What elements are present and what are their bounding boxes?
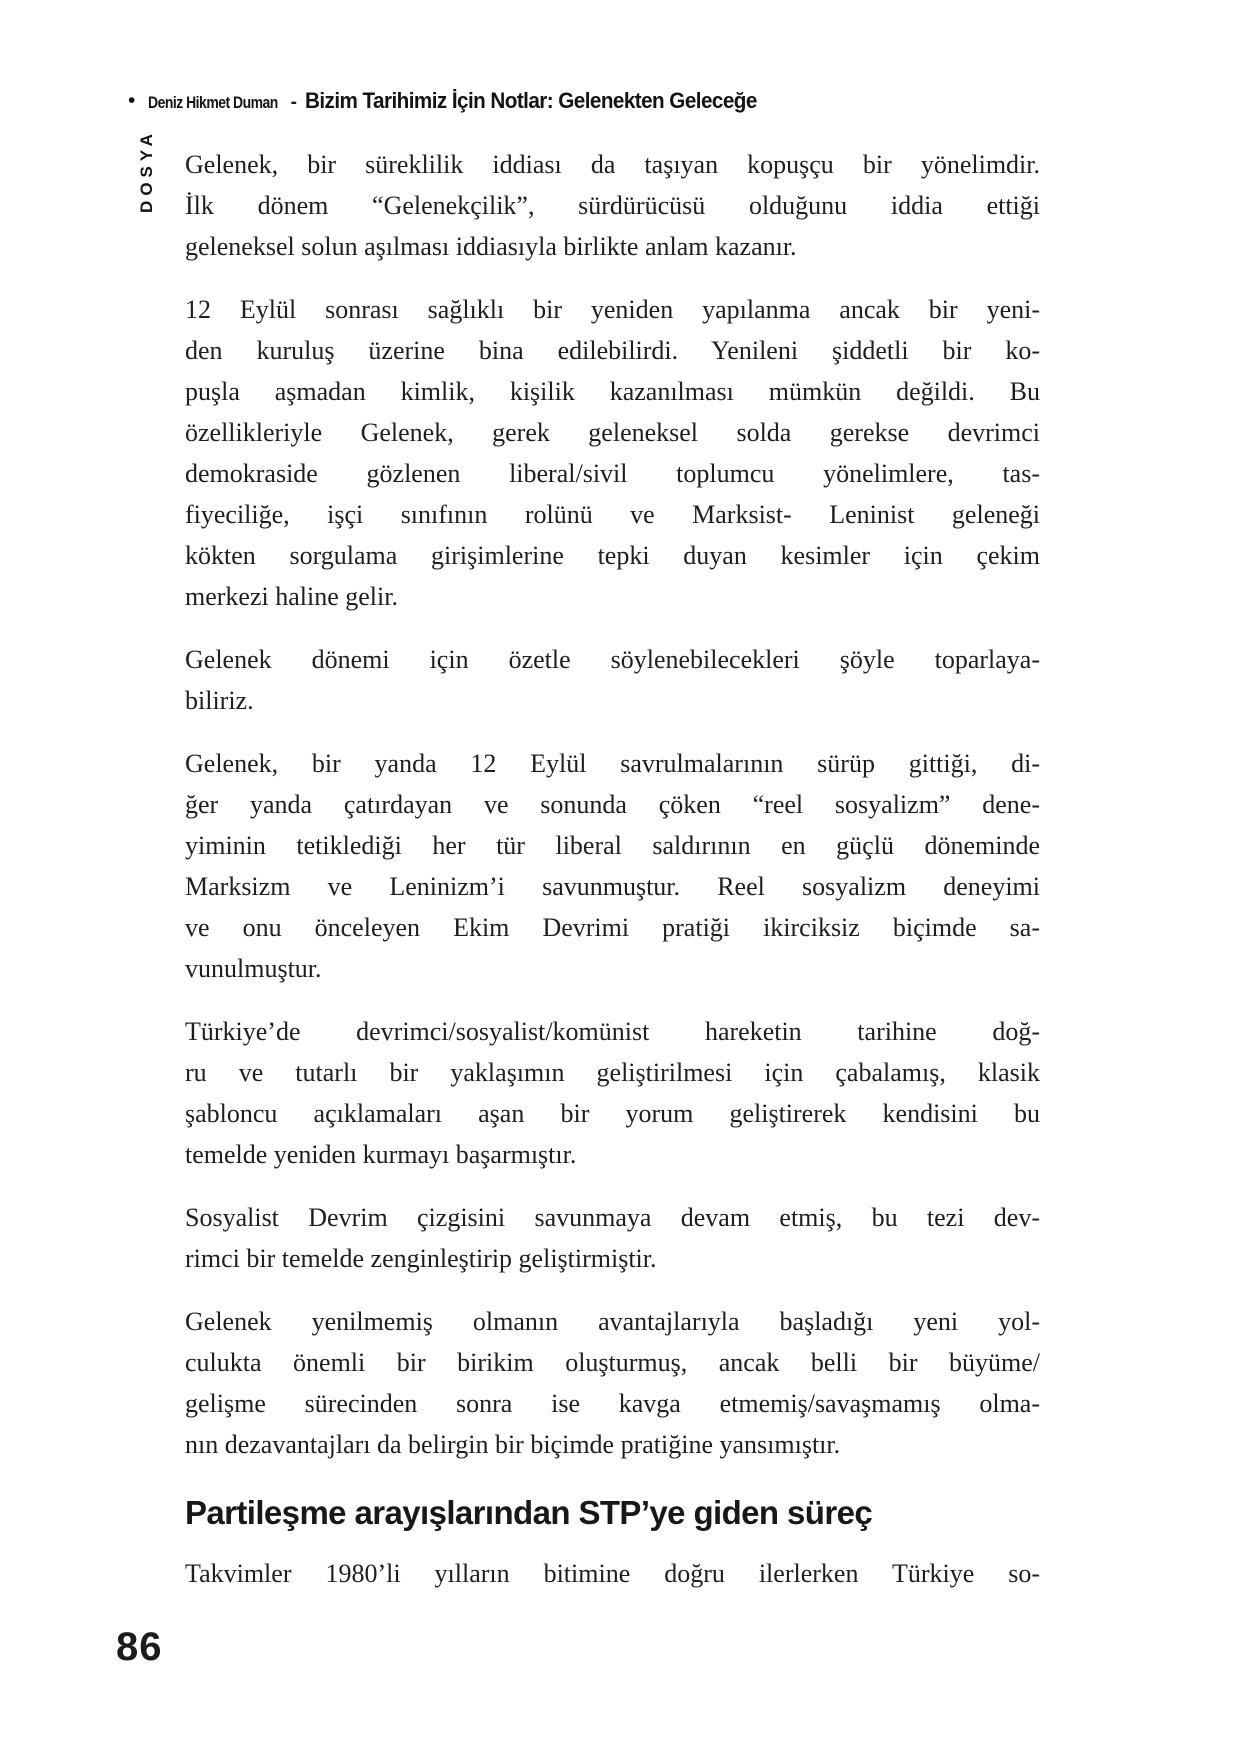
text-line: Takvimler 1980’li yılların bitimine doğru ilerlerken Türkiye so-	[185, 1559, 1040, 1588]
paragraph	[185, 144, 1040, 267]
paragraph	[185, 743, 1040, 989]
header-separator: -	[290, 92, 297, 113]
running-header	[128, 88, 786, 114]
text-line: Gelenek, bir süreklilik iddiası da taşıyan kopuşçu bir yönelimdir.	[185, 150, 1040, 179]
text-line: demokraside gözlenen liberal/sivil toplumcu yönelimlere, tas-	[185, 459, 1040, 488]
text-line: Gelenek, bir yanda 12 Eylül savrulmalarının sürüp gittiği, di-	[185, 749, 1040, 778]
text-line: yiminin tetiklediği her tür liberal saldırının en güçlü döneminde	[185, 831, 1040, 860]
paragraph	[185, 1197, 1040, 1279]
text-line: merkezi haline gelir.	[185, 582, 398, 611]
text-line: ğer yanda çatırdayan ve sonunda çöken “reel sosyalizm” dene-	[185, 790, 1040, 819]
text-line: özellikleriyle Gelenek, gerek geleneksel solda gerekse devrimci	[185, 418, 1040, 447]
text-line: Türkiye’de devrimci/sosyalist/komünist hareketin tarihine doğ-	[185, 1017, 1040, 1046]
paragraph	[185, 289, 1040, 617]
text-line: rimci bir temelde zenginleştirip geliştirmiştir.	[185, 1244, 657, 1273]
text-line: culukta önemli bir birikim oluşturmuş, ancak belli bir büyüme/	[185, 1348, 1040, 1377]
text-line: puşla aşmadan kimlik, kişilik kazanılması mümkün değildi. Bu	[185, 377, 1040, 406]
page-number: 86	[116, 1625, 163, 1669]
text-line: Gelenek yenilmemiş olmanın avantajlarıyla başladığı yeni yol-	[185, 1307, 1040, 1336]
text-line: Sosyalist Devrim çizgisini savunmaya devam etmiş, bu tezi dev-	[185, 1203, 1040, 1232]
paragraph	[185, 1301, 1040, 1465]
text-line: kökten sorgulama girişimlerine tepki duyan kesimler için çekim	[185, 541, 1040, 570]
text-line: biliriz.	[185, 686, 254, 715]
paragraph	[185, 1011, 1040, 1175]
header-bullet-icon: •	[128, 89, 136, 112]
text-line: vunulmuştur.	[185, 954, 322, 983]
section-heading: Partileşme arayışlarından STP’ye giden süreç	[185, 1494, 873, 1531]
text-line: Gelenek dönemi için özetle söylenebilecekleri şöyle toparlaya-	[185, 645, 1040, 674]
text-line: temelde yeniden kurmayı başarmıştır.	[185, 1140, 577, 1169]
paragraph	[185, 639, 1040, 721]
text-line: geleneksel solun aşılması iddiasıyla birlikte anlam kazanır.	[185, 232, 797, 261]
header-book-title: Bizim Tarihimiz İçin Notlar: Gelenekten Geleceğe	[304, 88, 757, 113]
text-line: nın dezavantajları da belirgin bir biçimde pratiğine yansımıştır.	[185, 1430, 841, 1459]
text-line: den kuruluş üzerine bina edilebilirdi. Yenileni şiddetli bir ko-	[185, 336, 1040, 365]
dosya-side-label: DOSYA	[137, 129, 156, 213]
header-author: Deniz Hikmet Duman	[148, 93, 279, 112]
text-line: ru ve tutarlı bir yaklaşımın geliştirilmesi için çabalamış, klasik	[185, 1058, 1040, 1087]
text-line: Marksizm ve Leninizm’i savunmuştur. Reel sosyalizm deneyimi	[185, 872, 1040, 901]
text-line: şabloncu açıklamaları aşan bir yorum geliştirerek kendisini bu	[185, 1099, 1040, 1128]
paragraph	[185, 1553, 1040, 1594]
text-line: fiyeciliğe, işçi sınıfının rolünü ve Marksist- Leninist geleneği	[185, 500, 1040, 529]
text-line: ve onu önceleyen Ekim Devrimi pratiği ikirciksiz biçimde sa-	[185, 913, 1040, 942]
text-content	[185, 144, 1040, 1594]
text-line: 12 Eylül sonrası sağlıklı bir yeniden yapılanma ancak bir yeni-	[185, 295, 1040, 324]
text-line: gelişme sürecinden sonra ise kavga etmemiş/savaşmamış olma-	[185, 1389, 1040, 1418]
text-line: İlk dönem “Gelenekçilik”, sürdürücüsü olduğunu iddia ettiği	[185, 191, 1040, 220]
